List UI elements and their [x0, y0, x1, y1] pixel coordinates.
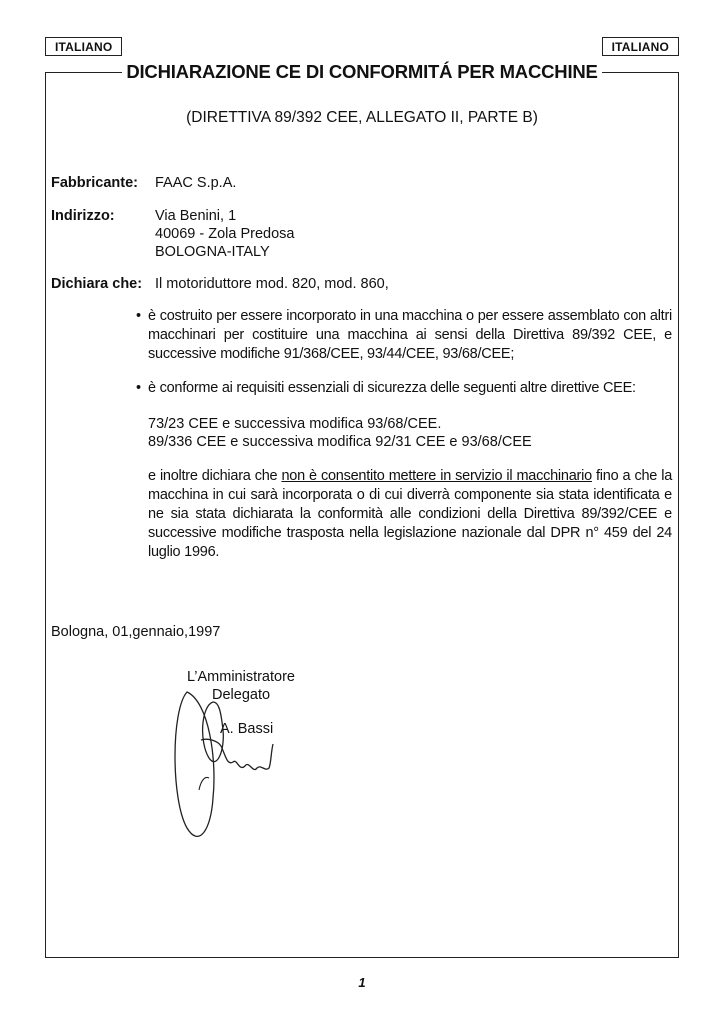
indirizzo-line-2: 40069 - Zola Predosa: [155, 226, 295, 242]
title-text: DICHIARAZIONE CE DI CONFORMITÁ PER MACCHINE: [122, 61, 601, 82]
bullet-icon: •: [136, 380, 141, 396]
fabbricante-value: FAAC S.p.A.: [155, 175, 237, 191]
closing-text-end: fino a che la macchina in cui sarà incorporata o di cui diverrà componente sia stata identificata e ne sia stata dichiarata la conformità alle condizioni della Direttiva 89/392/CEE e successive modifiche trasposta nella legislazione nazionale dal DPR n° 459 del 24 luglio 1996.: [148, 468, 673, 560]
directive-line-2: 89/336 CEE e successiva modifica 92/31 CEE e 93/68/CEE: [148, 434, 532, 450]
signature-tail: [199, 778, 209, 791]
page-number: 1: [358, 975, 366, 990]
document-subtitle: (DIRETTIVA 89/392 CEE, ALLEGATO II, PARTE B): [186, 109, 538, 126]
date-place: Bologna, 01,gennaio,1997: [51, 624, 221, 640]
closing-underlined-text: non è consentito mettere in servizio il macchinario: [281, 468, 592, 484]
dichiara-label: Dichiara che:: [51, 276, 143, 292]
bullet-icon: •: [136, 308, 141, 324]
closing-paragraph: [148, 467, 672, 562]
directive-line-1: 73/23 CEE e successiva modifica 93/68/CEE.: [148, 416, 442, 432]
closing-text-start: e inoltre dichiara che: [148, 468, 282, 484]
indirizzo-line-3: BOLOGNA-ITALY: [155, 244, 270, 260]
signer-name: A. Bassi: [220, 721, 274, 737]
bullet-item-2: [136, 379, 672, 398]
fabbricante-label: Fabbricante:: [51, 175, 139, 191]
bullet-item-1: [136, 307, 672, 364]
language-tag-right: ITALIANO: [602, 37, 679, 56]
indirizzo-line-1: Via Benini, 1: [155, 208, 237, 224]
indirizzo-label: Indirizzo:: [51, 208, 115, 224]
document-title: [0, 60, 724, 84]
signer-role-line-2: Delegato: [212, 687, 271, 703]
signature-loop-large: [175, 692, 214, 836]
language-tag-left: ITALIANO: [45, 37, 122, 56]
dichiara-value: Il motoriduttore mod. 820, mod. 860,: [155, 276, 389, 292]
signer-role-line-1: L’Amministratore: [187, 669, 295, 685]
bullet-text-1: è costruito per essere incorporato in una macchina o per essere assemblato con altri macchinari per costituire una macchina ai sensi della Direttiva 89/392 CEE, e successive modifiche 91/368/CEE, 93/44/CEE, 93/68/CEE;: [148, 308, 672, 362]
handwritten-signature: [165, 680, 285, 850]
bullet-text-2: è conforme ai requisiti essenziali di sicurezza delle seguenti altre direttive CEE:: [148, 380, 636, 396]
